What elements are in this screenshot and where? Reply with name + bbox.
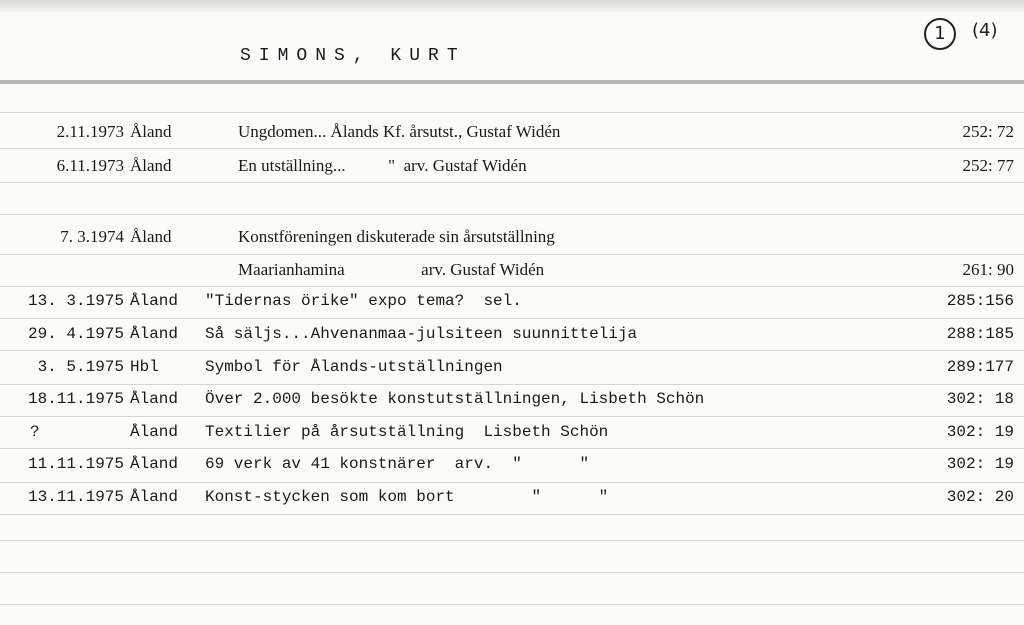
card-name-heading: SIMONS, KURT [240, 46, 466, 66]
entry-source: Åland [130, 292, 179, 310]
entry-date: ? [30, 423, 40, 441]
entry-row [0, 390, 1024, 414]
entry-date: 6.11.1973 [56, 156, 124, 175]
ruled-line [0, 572, 1024, 573]
entry-reference: 302: 18 [946, 390, 1014, 408]
entry-source: Åland [130, 423, 179, 441]
entry-date: 2.11.1973 [56, 122, 124, 141]
entry-source: Hbl [130, 358, 159, 376]
entry-row [0, 358, 1024, 382]
entry-title: Textilier på årsutställning Lisbeth Schön [205, 423, 609, 441]
entry-row [0, 325, 1024, 349]
entry-row [0, 122, 1024, 146]
entry-title: "Tidernas örike" expo tema? sel. [205, 292, 522, 310]
entry-reference: 285:156 [946, 292, 1014, 310]
entry-title: Konstföreningen diskuterade sin årsutställning [238, 227, 555, 246]
entry-reference: 302: 19 [946, 455, 1014, 473]
entry-source: Åland [130, 156, 172, 175]
entry-reference: 302: 19 [946, 423, 1014, 441]
ruled-line [0, 482, 1024, 483]
entry-row [0, 292, 1024, 316]
ruled-line [0, 448, 1024, 449]
entry-date: 13. 3.1975 [27, 292, 124, 310]
ruled-line [0, 350, 1024, 351]
entry-title: Konst-stycken som kom bort " " [205, 488, 609, 506]
ruled-line [0, 254, 1024, 255]
ruled-line [0, 416, 1024, 417]
entry-title: Ungdomen... Ålands Kf. årsutst., Gustaf Widén [238, 122, 561, 141]
ruled-line [0, 540, 1024, 541]
entry-reference: 302: 20 [946, 488, 1014, 506]
entry-reference: 261: 90 [962, 260, 1014, 279]
entry-date: 29. 4.1975 [27, 325, 124, 343]
entry-date: 13.11.1975 [27, 488, 124, 506]
entry-title: 69 verk av 41 konstnärer arv. " " [205, 455, 590, 473]
entry-date: 3. 5.1975 [37, 358, 124, 376]
ruled-line [0, 514, 1024, 515]
entry-title: En utställning... " arv. Gustaf Widén [238, 156, 527, 175]
entry-title: Symbol för Ålands-utställningen [205, 358, 503, 376]
entry-row [0, 227, 1024, 251]
entry-date: 7. 3.1974 [60, 227, 124, 246]
entry-reference: 288:185 [946, 325, 1014, 343]
entry-reference: 252: 72 [962, 122, 1014, 141]
header-divider [0, 80, 1024, 84]
entry-date: 11.11.1975 [27, 455, 124, 473]
entry-source: Åland [130, 227, 172, 246]
entry-source: Åland [130, 122, 172, 141]
entry-row [0, 156, 1024, 180]
entry-source: Åland [130, 325, 179, 343]
ruled-line [0, 604, 1024, 605]
entry-row [0, 260, 1024, 284]
entry-title: Över 2.000 besökte konstutställningen, Lisbeth Schön [205, 390, 705, 408]
handwritten-number-mark: (4) [972, 20, 998, 41]
ruled-line [0, 148, 1024, 149]
entry-row [0, 423, 1024, 447]
entry-title: Så säljs...Ahvenanmaa-julsiteen suunnittelija [205, 325, 638, 343]
entry-row [0, 488, 1024, 512]
entry-source: Åland [130, 488, 179, 506]
entry-source: Åland [130, 455, 179, 473]
entry-reference: 252: 77 [962, 156, 1014, 175]
card-top-edge [0, 0, 1024, 12]
ruled-line [0, 286, 1024, 287]
entry-row [0, 455, 1024, 479]
entry-reference: 289:177 [946, 358, 1014, 376]
ruled-line [0, 318, 1024, 319]
circled-number-mark: 1 [924, 18, 956, 50]
ruled-line [0, 384, 1024, 385]
ruled-line [0, 182, 1024, 183]
ruled-line [0, 214, 1024, 215]
entry-title: Maarianhamina arv. Gustaf Widén [238, 260, 545, 279]
entry-source: Åland [130, 390, 179, 408]
entry-date: 18.11.1975 [27, 390, 124, 408]
ruled-line [0, 112, 1024, 113]
